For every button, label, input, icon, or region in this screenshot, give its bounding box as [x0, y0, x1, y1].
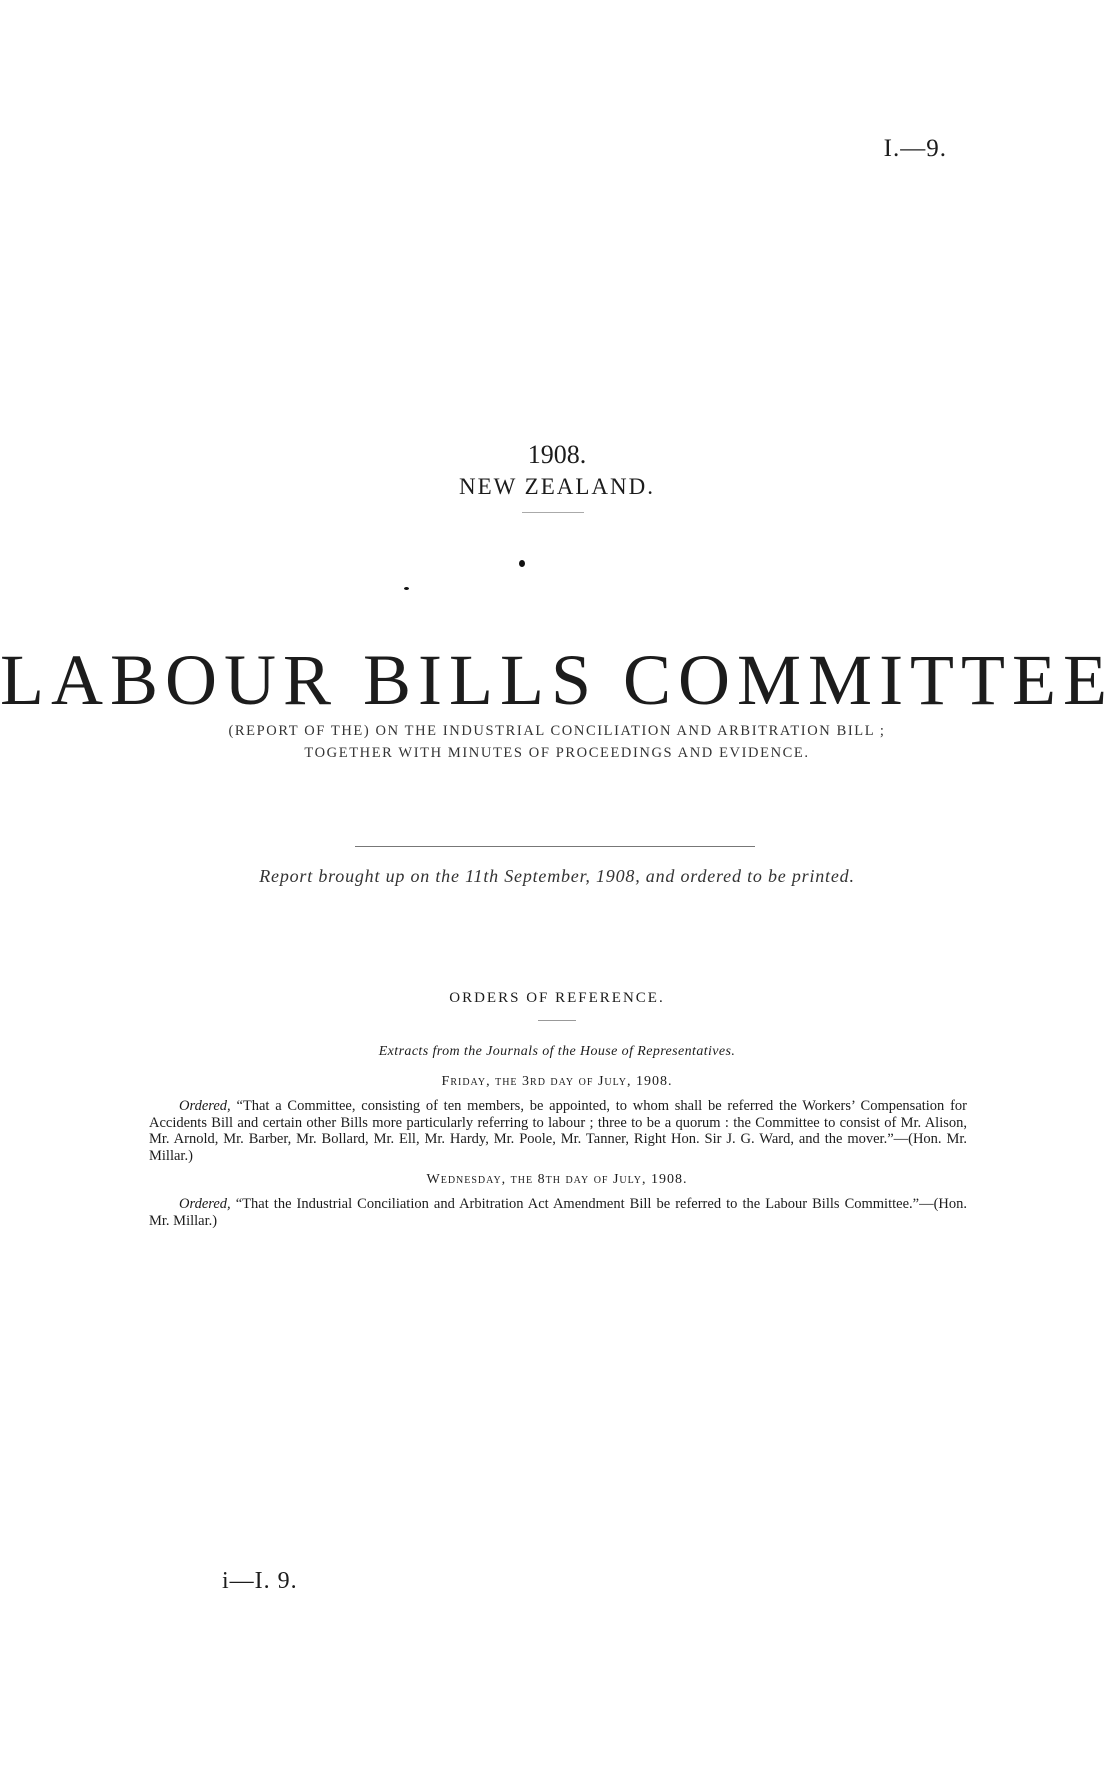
ordered-label: Ordered,: [179, 1098, 231, 1114]
ink-speck: [404, 587, 409, 590]
country: NEW ZEALAND.: [458, 474, 656, 499]
subtitle-line-2: TOGETHER WITH MINUTES OF PROCEEDINGS AND EVIDENCE.: [304, 745, 810, 761]
date-line-1: Friday, the 3rd day of July, 1908.: [441, 1074, 673, 1089]
subtitle-line-1: (REPORT OF THE) ON THE INDUSTRIAL CONCILIATION AND ARBITRATION BILL ;: [228, 723, 886, 739]
divider-small: [522, 512, 584, 513]
extracts-line: Extracts from the Journals of the House of Representatives.: [378, 1044, 736, 1059]
order-paragraph-1: [149, 1098, 967, 1164]
order-text-2: “That the Industrial Conciliation and Arbitration Act Amendment Bill be referred to the Labour Bills Committee.”—(Hon. Mr. Millar.): [149, 1196, 967, 1229]
divider-rule: [355, 846, 755, 847]
year: 1908.: [527, 440, 587, 469]
order-text-1: “That a Committee, consisting of ten members, be appointed, to whom shall be referred the Workers’ Compensation for Accidents Bill and certain other Bills more particularly referring to labour ; three to be a quorum : the Committee to consist of Mr. Alison, Mr. Arnold, Mr. Barber, Mr. Bollard, Mr. Ell, Mr. Hardy, Mr. Poole, Mr. Tanner, Right Hon. Sir J. G. Ward, and the mover.”—(Hon. Mr. Millar.): [149, 1098, 967, 1164]
orders-of-reference-heading: ORDERS OF REFERENCE.: [449, 990, 665, 1006]
date-line-2: Wednesday, the 8th day of July, 1908.: [426, 1172, 688, 1187]
ordered-label: Ordered,: [179, 1196, 231, 1212]
order-paragraph-2: [149, 1196, 967, 1229]
ink-speck: [519, 560, 525, 567]
divider-small-2: [538, 1020, 576, 1021]
page-code: I.—9.: [883, 135, 947, 162]
report-line: Report brought up on the 11th September, 1908, and ordered to be printed.: [259, 866, 855, 886]
document-subtitle: [0, 720, 1114, 764]
footer-code: i—I. 9.: [222, 1568, 298, 1594]
document-title: LABOUR BILLS COMMITTEE: [0, 640, 1114, 720]
